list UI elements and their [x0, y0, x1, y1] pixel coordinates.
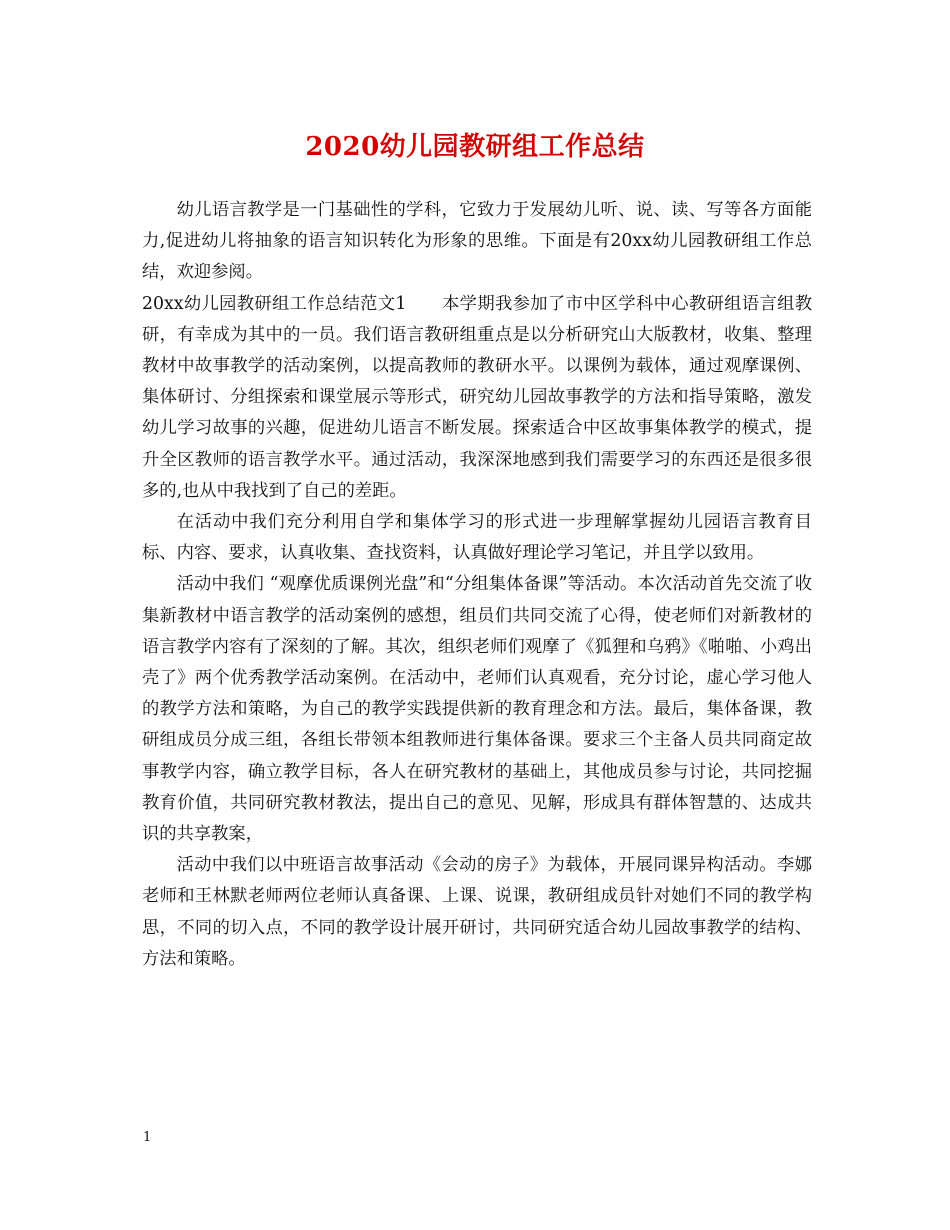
document-body	[142, 195, 812, 975]
article-paragraph-1: 20xx幼儿园教研组工作总结范文1 本学期我参加了市中区学科中心教研组语言组教研，有幸成为其中的一员。我们语言教研组重点是以分析研究山大版教材，收集、整理教材中故事教学的活动案例，以提高教师的教研水平。以课例为载体，通过观摩课例、集体研讨、分组探索和课堂展示等形式，研究幼儿园故事教学的方法和指导策略，激发幼儿学习故事的兴趣，促进幼儿语言不断发展。探索适合中区故事集体教学的模式，提升全区教师的语言教学水平。通过活动，我深深地感到我们需要学习的东西还是很多很多的,也从中我找到了自己的差距。	[142, 293, 812, 501]
article-paragraph-3: 活动中我们 “观摩优质课例光盘”和“分组集体备课”等活动。本次活动首先交流了收集新教材中语言教学的活动案例的感想，组员们共同交流了心得，使老师们对新教材的语言教学内容有了深刻的了解。其次，组织老师们观摩了《狐狸和乌鸦》《啪啪、小鸡出壳了》两个优秀教学活动案例。在活动中，老师们认真观看，充分讨论，虚心学习他人的教学方法和策略，为自己的教学实践提供新的教育理念和方法。最后，集体备课，教研组成员分成三组，各组长带领本组教师进行集体备课。要求三个主备人员共同商定故事教学内容，确立教学目标，各人在研究教材的基础上，其他成员参与讨论，共同挖掘教育价值，共同研究教材教法，提出自己的意见、见解，形成具有群体智慧的、达成共识的共享教案，	[142, 574, 812, 845]
page-number: 1	[143, 1130, 152, 1145]
article-paragraph-4: 活动中我们以中班语言故事活动《会动的房子》为载体，开展同课异构活动。李娜老师和王林默老师两位老师认真备课、上课、说课，教研组成员针对她们不同的教学构思，不同的切入点，不同的教学设计展开研讨，共同研究适合幼儿园故事教学的结构、方法和策略。	[142, 855, 812, 969]
intro-paragraph: 幼儿语言教学是一门基础性的学科，它致力于发展幼儿听、说、读、写等各方面能力,促进幼儿将抽象的语言知识转化为形象的思维。下面是有20xx幼儿园教研组工作总结，欢迎参阅。	[142, 200, 812, 283]
document-title: 2020幼儿园教研组工作总结	[305, 132, 645, 162]
article-paragraph-2: 在活动中我们充分利用自学和集体学习的形式进一步理解掌握幼儿园语言教育目标、内容、要求，认真收集、查找资料，认真做好理论学习笔记，并且学以致用。	[142, 512, 812, 564]
